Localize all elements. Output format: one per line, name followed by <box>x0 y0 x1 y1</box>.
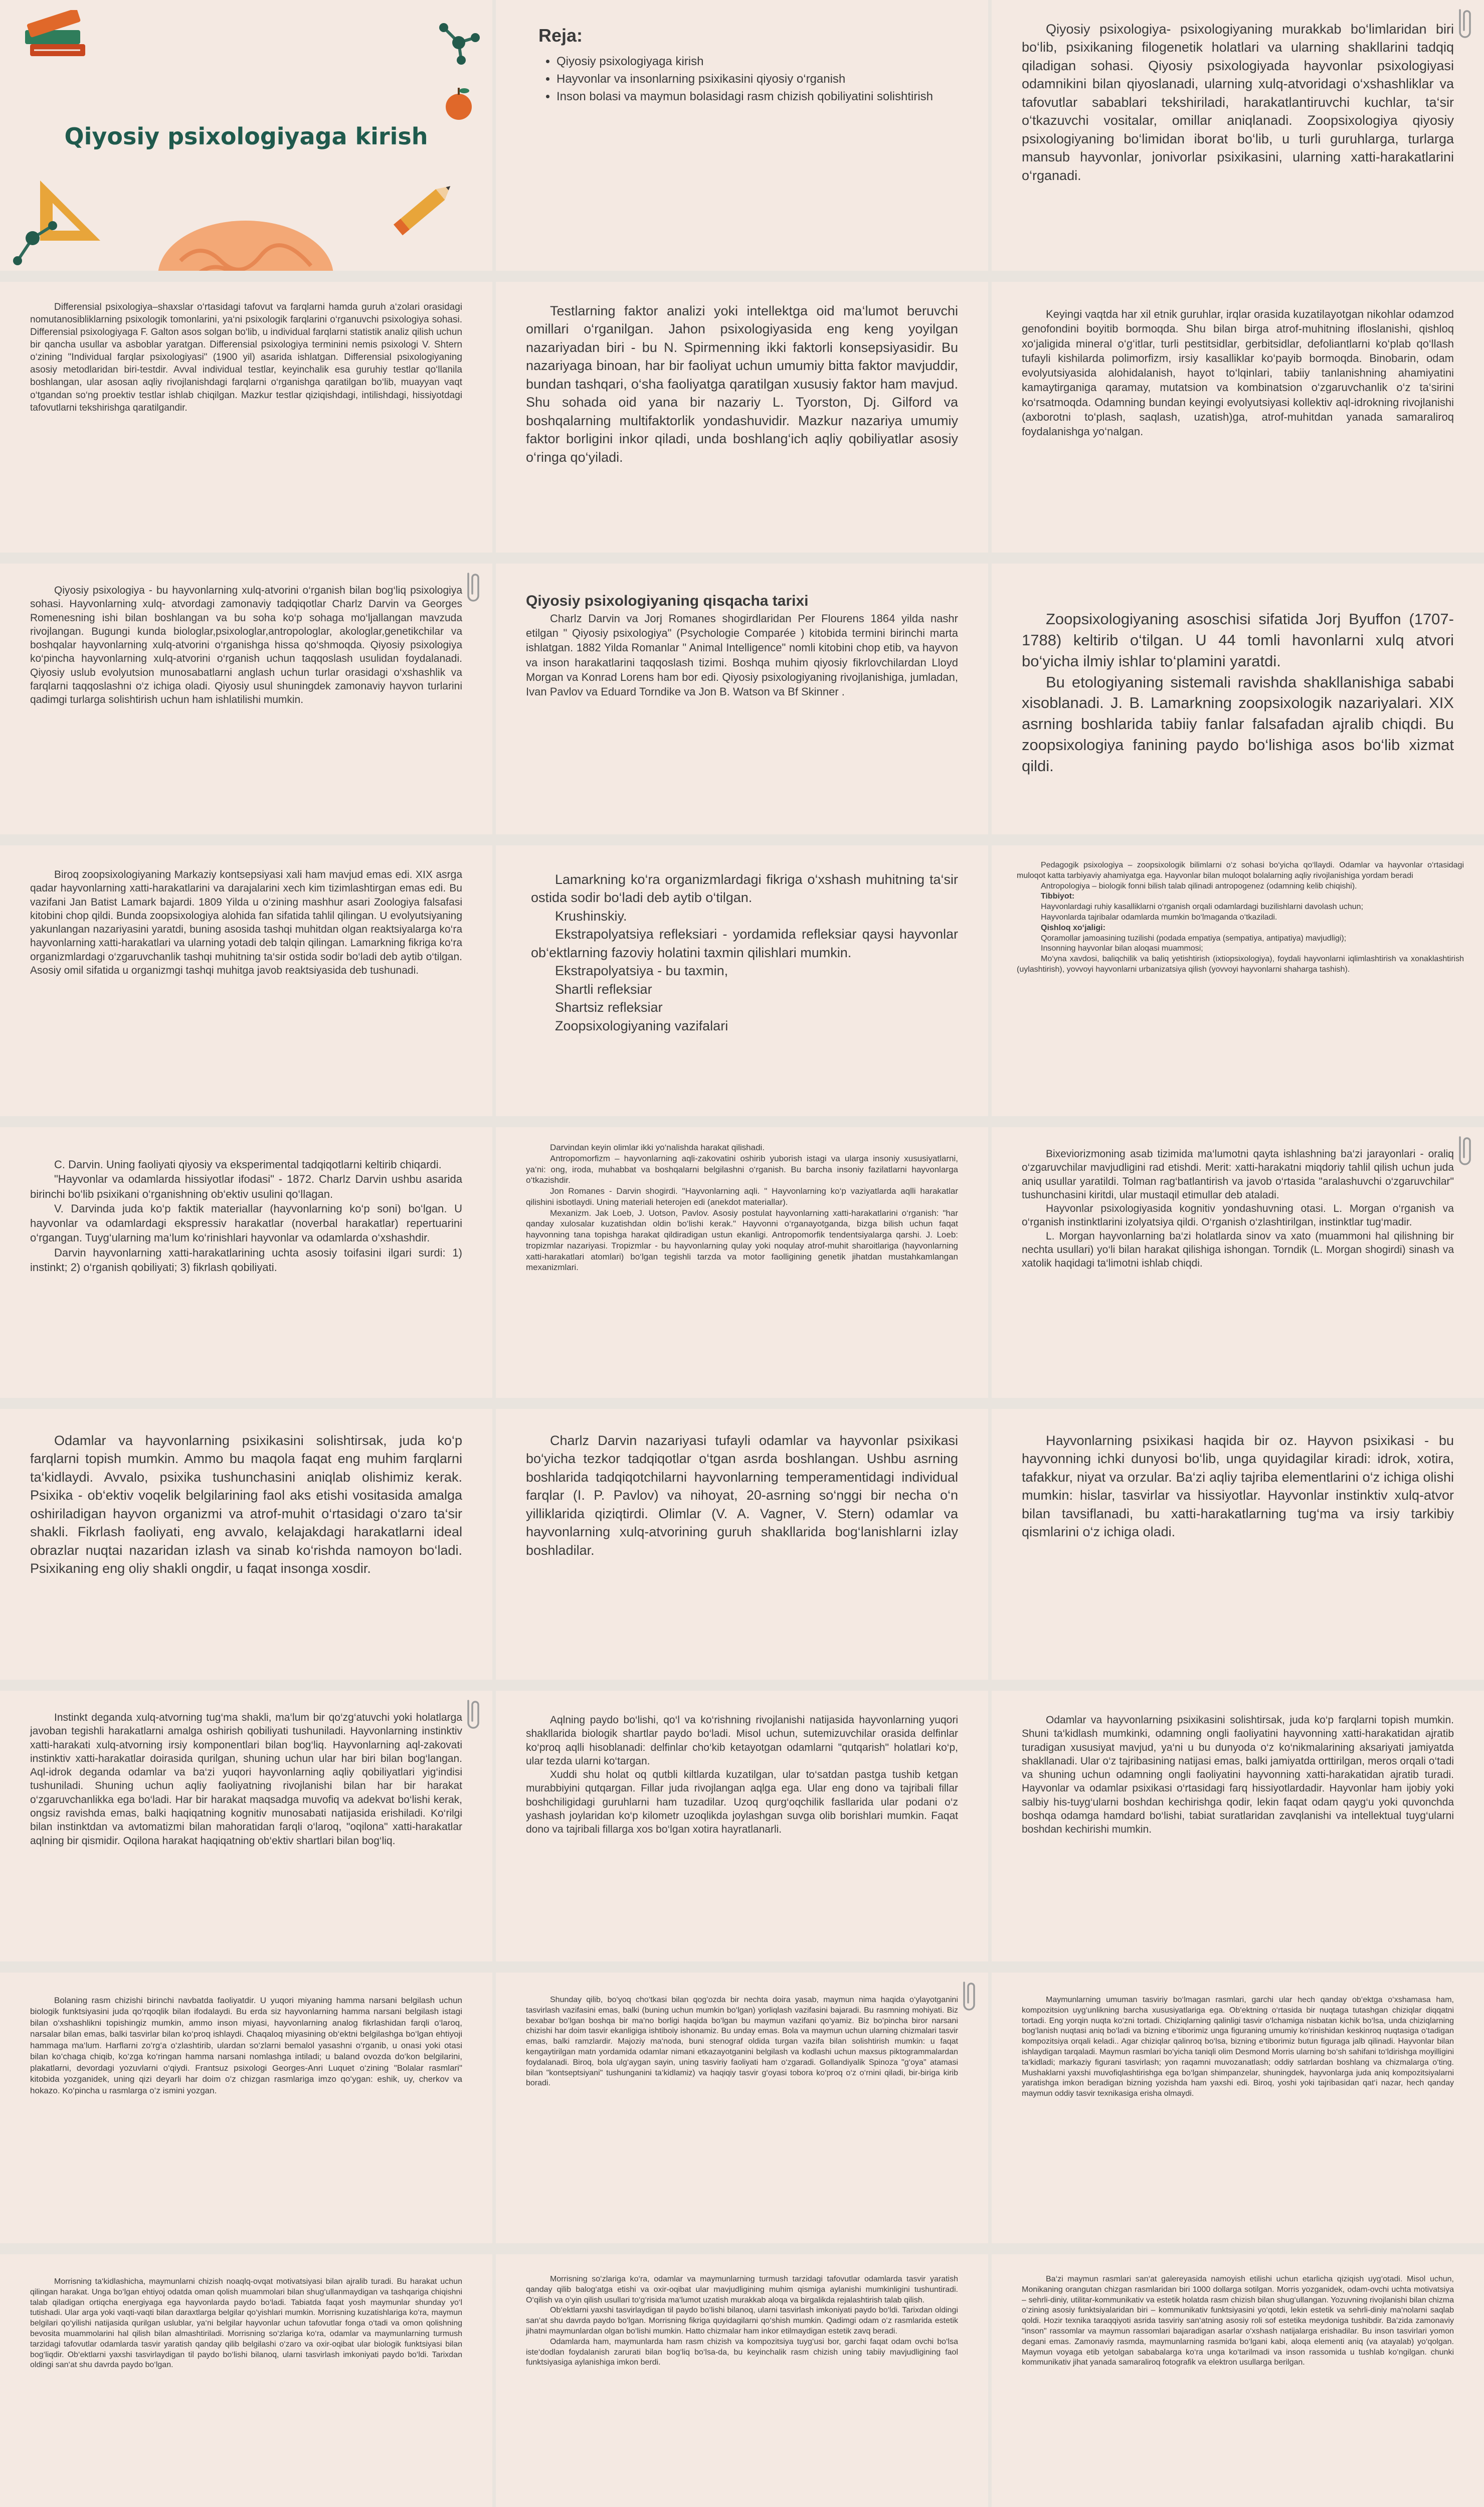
slide-text: V. Darvinda juda ko‘p faktik materiallar (hayvonlarning ko‘p soni) bo‘lgan. U hayvonlar va odamlardagi ekspressiv harakatlar (noverbal harakatlar) repertuarini o‘rgangan. Tuyg‘ularning ma‘lum ko‘rinishlari hayvonlar va odamlarda o‘xshashdir. <box>30 1202 462 1244</box>
slide-text: Instinkt deganda xulq-atvorning tug‘ma shakli, ma‘lum bir qo‘zg‘atuvchi yoki holatlarga javoban tegishli harakatlarni amalga oshirish qobiliyati tushuniladi. Hayvonlarning instinktiv xatti-harakati xulq-atvorning irsiy komponentlari bilan bog‘liq. Hayvonlarning aql-zakovati instinktiv xatti-harakatlar doirasida qurilgan, shuning uchun ular har biri bilan bog‘langan. Aql-idrok deganda odamlar va ba‘zi yuqori hayvonlarning aqliy qobiliyatlari yig‘indisi tushuniladi. Shuning uchun aqliy faoliyatning rivojlanishi bilan har bir harakat o‘zgaruvchanlikka ega bo‘ladi. Har bir harakat maqsadga muvofiq va adekvat bo‘lishi kerak, ongsiz ravishda emas, balki haqiqatning kognitiv munosabati natijasida erishiladi. Ko‘rilgi bilan instinktdan va avtomatizmi bilan mahoratidan farqli o‘laroq, "oqilona" xatti-harakatlar aqlning bir qismidir. Oqilona harakat haqiqatning ob‘ektiv shartlari bilan bog‘liq. <box>30 1712 462 1847</box>
molecule-icon <box>436 20 481 65</box>
text-slide <box>496 1409 988 1680</box>
text-slide <box>0 845 492 1116</box>
slide-text: Keyingi vaqtda har xil etnik guruhlar, irqlar orasida kuzatilayotgan nikohlar odamzod genofondini boyitib bormoqda. Shu bilan birga atrof-muhitning ifloslanishi, qishloq xo‘jaligida mineral o‘g‘itlar, turli pestitsidlar, gerbitsidlar, defoliantlarni ko‘plab qo‘llash tufayli kishilarda polimorfizm, irsiy kasalliklar ko‘payib bormoqda. Binobarin, odam evolyutsiyasida alohidalanish, hayot to‘lqinlari, tabiiy tanlanishning ahamiyatini kamaytirganiga qaramay, mutatsion va kombinatsion o‘zgaruvchanlik o‘z ta‘sirini ko‘rsatmoqda. Odamning bundan keyingi evolyutsiyasi kollektiv aql-idrokning rivojlanishi (axborotni to‘plash, saqlash, uzatish)ga, atrof-muhitdan yanada samaraliroq foydalanishga yo‘nalgan. <box>1022 308 1454 438</box>
text-slide <box>496 282 988 553</box>
slide-text: Tibbiyot: <box>1041 892 1075 901</box>
slide-text: C. Darvin. Uning faoliyati qiyosiy va eksperimental tadqiqotlarni keltirib chiqardi. <box>54 1158 442 1171</box>
slide-text: Pedagogik psixologiya – zoopsixologik bilimlarni o‘z sohasi bo‘yicha qo‘llaydi. Odamlar va hayvonlar o‘rtasidagi muloqot katta tarbiyaviy ahamiyatga ega. Hayvonlar bilan muloqot bolalarning aqliy rivojlanishiga yordam beradi <box>1017 861 1464 880</box>
text-slide <box>496 2254 988 2507</box>
apple-icon <box>441 83 476 123</box>
text-slide <box>496 1691 988 1961</box>
slide-text: "Hayvonlar va odamlarda hissiyotlar ifodasi" - 1872. Charlz Darvin ushbu asarida birinchi bo‘lib psixikani o‘rganishning ob‘ektiv usulini qo‘llagan. <box>30 1173 462 1200</box>
books-icon <box>20 10 95 75</box>
text-slide <box>992 1691 1484 1961</box>
slide-text: Qiyosiy psixologiya - bu hayvonlarning xulq-atvorini o‘rganish bilan bog‘liq psixologiya sohasi. Hayvonlarning xulq- atvordagi zamonaviy tadqiqotlar Charlz Darvin va Georges Romenesning ishi bilan boshlangan va bu soha ko‘p sohaga mo‘ljallangan mavzuda rivojlangan. Bugungi kunda biologlar,psixologlar,antropologlar, akologlar,genetikchilar va boshqalar hayvonlarning xulq-atvorini o‘rganishga hissa qo‘shmoqda. Qiyosiy psixologiya ko‘pincha hayvonlarning xulq-atvorini o‘rganish uchun taqqoslash usulidan foydalanadi. Qiyosiy uslub evolyutsion munosabatlarni anglash uchun turlar orasidagi o‘xshashlik va farqlarni taqqoslashni o‘z ichiga oladi. Qiyosiy usul shuningdek zamonaviy hayvon turlarini qadimgi turlarga solishtirish uchun ham ishlatilishi mumkin. <box>30 585 462 706</box>
page-title: Qiyosiy psixologiyaga kirish <box>64 123 428 150</box>
list-item: • Hayvonlar va insonlarning psixikasini qiyosiy o‘rganish <box>556 71 958 88</box>
list-item: Shartsiz refleksiar <box>555 1000 663 1015</box>
text-slide <box>0 1973 492 2243</box>
list-item: Shartli refleksiar <box>555 981 652 997</box>
slide-text: Mexanizm. Jak Loeb, J. Uotson, Pavlov. Asosiy postulat hayvonlarning xatti-harakatlarini o‘rganish: "har qanday xulosalar kuzatishdan oldin bo‘lishi kerak." Hayvonni o‘rganayotganda, bizga bilish uchun faqat hayvonning tana topishga harakat qildiradigan ustun ekanligi. Antropomorfik tendentsiyalarga qarshi. J. Loeb: tropizmlar nazariyasi. Tropizmlar - bu hayvonlarning qulay yoki noqulay atrof-muhit sharoitlariga (hayvonlarning xatti-harakatlari atomlari) bo‘lgan tegishli tarzda va motor faolligining genetik jihatdan mustahkamlangan mexanizmlari. <box>526 1208 958 1273</box>
text-slide <box>992 2254 1484 2507</box>
text-slide <box>496 564 988 834</box>
slide-text: Jon Romanes - Darvin shogirdi. "Hayvonlarning aqli. " Hayvonlarning ko‘p vaziyatlarda aqlli harakatlar qilishini isbotlaydi. Uning materiali heterojen edi (anekdot materiallar). <box>526 1186 958 1207</box>
title-slide <box>0 0 492 271</box>
slide-text: Ob‘ektlarni yaxshi tasvirlaydigan til paydo bo‘lishi bilanoq, ularni tasvirlash imkoniyati paydo bo‘ldi. Tarixdan oldingi san‘at shu davrda paydo bo‘lgan. Morrisning fikriga quyidagilarni qo‘shish mumkin. Qadimgi odam o‘z rasmlarida estetik jihatni maymunlardan olgan bo‘lishi mumkin. Hatto chizmalar ham inkor etilmaydigan estetik zavq beradi. <box>526 2306 958 2336</box>
plan-heading: Reja: <box>538 25 583 46</box>
slide-text: Insonning hayvonlar bilan aloqasi muammosi; <box>1041 944 1203 953</box>
molecule-icon <box>10 216 60 271</box>
slide-text: L. Morgan hayvonlarning ba‘zi holatlarda sinov va xato (muammoni hal qilishning bir nechta usullari) yo‘li bilan harakat qilishiga ishongan. Torndik (L. Morgan shogirdi) sinash va xatolik haqidagi ta‘limotni ishlab chiqdi. <box>1022 1230 1454 1270</box>
slide-text: Aqlning paydo bo‘lishi, qo‘l va ko‘rishning rivojlanishi natijasida hayvonlarning yuqori shakllarida biologik shartlar paydo bo‘ladi. Misol uchun, sutemizuvchilar orasida delfinlar ko‘proq aqlli hisoblanadi: delfinlar cho‘kib ketayotgan odamlarni "qutqarish" holatlari ko‘p, ular tezda ularni ko‘targan. <box>526 1714 958 1767</box>
slide-text: Differensial psixologiya–shaxslar o‘rtasidagi tafovut va farqlarni hamda guruh a‘zolari orasidagi nomutanosibliklarning psixologik tomonlarini, ya‘ni psixologik farqlarini o‘rganuvchi psixologiya sohasi. Differensial psixologiyaga F. Galton asos solgan bo‘lib, u individual farqlarni statistik analiz qilish uchun bir qancha usullar va asboblar yaratgan. Differensial psixologiya terminini nemis psixologi V. Shtern o‘zining "Individual farqlar psixologiyasi" (1900 yil) asarida ishlatgan. Differensial psixologiyaning asosiy metodlaridan biri-testdir. Avval individual testlar, keyinchalik esa guruhiy testlar qo‘llanila boshlangan, ular asosan aqliy rivojlanishdagi farqlarni o‘rganishga qaratilgan bo‘lib, muayyan vaqt o‘tgandan so‘ng proektiv testlar ishlab chiqilgan. Mazkur testlar qiziqishdagi, intilishdagi, hissiyotdagi tafovutlarni tekshirishga qaratilgandir. <box>30 302 462 413</box>
plan-slide <box>496 0 988 271</box>
slide-text: Qoramollar jamoasining tuzilishi (podada empatiya (sempatiya, antipatiya) mavjudligi); <box>1041 934 1347 943</box>
text-slide <box>0 1409 492 1680</box>
paperclip-icon <box>461 571 483 603</box>
slide-text: Darvindan keyin olimlar ikki yo‘nalishda harakat qilishadi. <box>550 1143 765 1152</box>
slide-text: Antropomorfizm – hayvonlarning aqli-zakovatini oshirib yuborish istagi va ularga insoniy xususiyatlarni, ya‘ni: ong, iroda, muhabbat va boshqalarni belgilashni o‘rganish. Bu barcha insoniy fazilatlarni hayvonlarga o‘tkazishdir. <box>526 1153 958 1185</box>
text-slide <box>992 564 1484 834</box>
slide-text: Ba‘zi maymun rasmlari san‘at galereyasida namoyish etilishi uchun etarlicha qiziqish uyg‘otadi. Misol uchun, Monikaning orangutan chizgan rasmlaridan biri 1000 dollarga sotilgan. Morris yozganidek, odam-ovchi uchta motivatsiya – sehrli-diniy, utilitar-kommunikativ va estetik holatda rasm chizish bilan shug‘ullangan. Yozuvning rivojlanishi bilan chizma o‘zining asosiy funktsiyalaridan biri – kommunikativ funktsiyasini yo‘qotdi, lekin estetik va sehrli-diniy ma‘nolarni saqlab qoldi. Hozir texnika taraqqiyoti asrida tasviriy san‘atning asosiy roli sof estetika meydoniga tushibdir. Ba‘zida zamonaviy "inson" rassomlar va maymun rassomlari bajaradigan asarlar o‘xshash natijalarga erishadilar. Bu inson tasvirlari yomon degani emas. Zamonaviy rasmda, maymunlarning rasmida bo‘lgani kabi, aloqa elementi aniq (va atayalab) yo‘qolgan. Maymun voyaga etib yetolgan sababalarga ko‘ra unga ko‘tarilmadi va inson rassomida u tushlab ko‘ngilgan. chunki kommunikativ jihat yanada samaraliroq fotografik va elektron usullarga berilgan. <box>1022 2275 1454 2367</box>
slide-text: Qishloq xo‘jaligi: <box>1041 923 1105 932</box>
text-slide <box>992 0 1484 271</box>
slide-text: Mo‘yna xavdosi, baliqchilik va baliq yetishtirish (ixtiopsixologiya), foydali hayvonlarni iqlimlashtirish va xonaklashtirish (uylashtirish), yovvoyi hayvonlarni urbanizatsiya qilish (yovvoyi hayvonlarni shaharga tashish). <box>1017 955 1464 974</box>
paperclip-icon <box>1453 7 1475 39</box>
text-slide <box>0 1691 492 1961</box>
section-heading: Qiyosiy psixologiyaning qisqacha tarixi <box>526 593 809 609</box>
slide-text: Odamlarda ham, maymunlarda ham rasm chizish va kompozitsiya tuyg‘usi bor, garchi faqat odam ovchi bo‘lsa iste‘dodlan foydalanish zarurati bilan bog‘liq bo‘lsa-da, bu keyinchalik rasm chizish uning tabiiy mavjudligining faol funktsiyasiga aylanishiga imkon berdi. <box>526 2337 958 2367</box>
plan-list <box>538 53 958 105</box>
list-item: • Qiyosiy psixologiyaga kirish <box>556 53 958 71</box>
text-slide <box>992 1409 1484 1680</box>
slide-text: Biroq zoopsixologiyaning Markaziy kontsepsiyasi xali ham mavjud emas edi. XIX asrga qadar hayvonlarning xatti-harakatlarini va darajalarini xech kim tizimlashtirgan emas edi. Bu vazifani Jan Batist Lamark bajardi. 1809 Yilda u o‘zining mashhur asari Zoologiya falsafasi kitobini chop qildi. Bunda zoopsixologiya alohida fan sifatida tahlil qilingan. U evolyutsiyaning yakunlangan nazariyasini yaratdi, buning asosida tashqi muhitdan olgan reaktsiyalarga ko‘ra hayvonlarning xatti-harakatlari va ularning yotadi deb talqin qilingan. Lamarkning fikriga ko‘ra organizmlardagi o‘zgaruvchanlik tashqi muhitning ta‘sir ostida sodir bo‘ladi deb aytib o‘tilgan. Asosiy omil sifatida u organizmgi tashqi muhitga javob reaktsiyasida deb tushunadi. <box>30 869 462 977</box>
slide-text: Krushinskiy. <box>555 908 627 924</box>
brain-icon <box>150 201 341 271</box>
paperclip-icon <box>461 1698 483 1730</box>
slide-text: Bixeviorizmoning asab tizimida ma‘lumotni qayta ishlashning ba‘zi jarayonlari - oraliq o‘zgaruvchilar mavjudligini rad etishdi. Merit: xatti-harakatni miqdoriy tahlil qilish uchun juda aniq usullar yaratildi. Tolman rag‘batlantirish va javob o‘rtasida "aralashuvchi o‘zgaruvchilar" tushunchasini kiritdi, ular mustaqil etimullar deb ataladi. <box>1022 1148 1454 1201</box>
text-slide <box>992 282 1484 553</box>
slide-text: Charlz Darvin nazariyasi tufayli odamlar va hayvonlar psixikasi bo‘yicha tezkor tadqiqotlar o‘tgan asrda boshlangan. Ushbu asrning boshlarida tadqiqotchilarni hayvonlarning temperamentidagi individual farqlar (I. P. Pavlov) va nihoyat, 20-asrning so‘nggi bir necha o‘n yilliklarida qiziqtirdi. Olimlar (V. A. Vagner, V. Stern) odamlar va hayvonlarning xulq-atvorining guruh shakllarida bog‘lanishlarni izlay boshladilar. <box>526 1433 958 1558</box>
slide-text: Morrisning so‘zlariga ko‘ra, odamlar va maymunlarning turmush tarzidagi tafovutlar odamlarda tasvir yaratish qanday qilib balog‘atga etishi va oxir-oqibat ular mavjudligining muhim qismiga aylanishi mumkinligini tushuntiradi. O‘qilish va o‘yin qilish usullari to‘g‘risida ma‘lumot uzatish murakkab aloqa va birgalikda rejalashtirish talab qilish. <box>526 2275 958 2304</box>
slide-text: Hayvonlarning psixikasi haqida bir oz. Hayvon psixikasi - bu hayvonning ichki dunyosi bo‘lib, unga quyidagilar kiradi: idrok, xotira, tafakkur, niyat va orzular. Ba‘zi aqliy tajriba elementlarini o‘z ichiga olishi mumkin: hislar, tasvirlar va hissiyotlar. Hayvonlar instinktiv xulq-atvor bilan tavsiflanadi, bu xatti-harakatlarning tug‘ma va irsiy tarkibiy qismlarini o‘z ichiga oladi. <box>1022 1433 1454 1540</box>
slide-text: Antropologiya – biologik fonni bilish talab qilinadi antropogenez (odamning kelib chiqishi). <box>1041 881 1357 890</box>
list-item: Zoopsixologiyaning vazifalari <box>555 1018 728 1033</box>
text-slide <box>496 1973 988 2243</box>
text-slide <box>992 1127 1484 1398</box>
slide-text: Testlarning faktor analizi yoki intellektga oid ma‘lumot beruvchi omillari o‘rganilgan. Jahon psixologiyasida eng keng yoyilgan nazariyadan biri - bu N. Spirmenning ikki faktorli konsepsiyasidir. Bu nazariyaga binoan, har bir faoliyat uchun umumiy bitta faktor mavjuddir, bundan tashqari, o‘sha faoliyatga qaratilgan xususiy faktor ham mavjud. Shu sohada oid yana bir nazariy L. Tyorston, Dj. Gilford va boshqalarning multifaktorlik yondashuvidir. Mazkur nazariya umumiy faktor borligini inkor qiladi, unda boshlang‘ich aqliy qobiliyatlar asosiy o‘ringa qo‘yiladi. <box>526 303 958 465</box>
text-slide <box>0 2254 492 2507</box>
list-item: • Inson bolasi va maymun bolasidagi rasm chizish qobiliyatini solishtirish <box>556 88 958 106</box>
slide-text: Bu etologiyaning sistemali ravishda shakllanishiga sababi xisoblanadi. J. B. Lamarkning zoopsixologik nazariyalari. XIX asrning boshlarida tabiiy fanlar falsafadan ajralib chiqdi. Bu zoopsixologiya fanining paydo bo‘lishiga asos bo‘lib xizmat qildi. <box>1022 673 1454 775</box>
slide-text: Shunday qilib, bo‘yoq cho‘tkasi bilan qog‘ozda bir nechta doira yasab, maymun nima haqida o‘ylayotganini tasvirlash vazifasini emas, balki (buning uchun mumkin bo‘lgan) yorliqlash vazifasini bajaradi. Bu rasmning mohiyati. Biz bexabar bo‘lgan boshqa bir ma‘no borligi haqida bo‘lgan bu maymun vazifani qo‘yamiz. Biz bo‘pincha biror narsani chizishi har doim tasvir ekanligiga ishtiboiy ishonamiz. Bu unday emas. Bola va maymun uchun ularning chizmalari tasvir emas, balki ramzlardir. Majoziy ma‘noda, buni stenograf oldida turgan vazifa bilan solishtirish mumkin: u faqat kengaytirilgan matn yordamida odamlar nimani etkazayotganini belgilash va kodlashi uchun maxsus piktogrammalardan foydalanadi. Biroq, bola ulg‘aygan sayin, uning tasviriy faoliyati ham o‘zgaradi. Gollandiyalik Spinoza "g‘oya" atamasi bilan "kontseptsiyani" tushunganini ta‘kidlamiz) va haqiqiy tasvir g‘oyasi tobora ko‘proq o‘z o‘rnini qiladi, bir-biriga kirib boradi. <box>526 1996 958 2088</box>
slide-text: Hayvonlarda tajribalar odamlarda mumkin bo‘lmaganda o‘tkaziladi. <box>1041 913 1277 922</box>
text-slide <box>496 1127 988 1398</box>
text-slide <box>992 845 1484 1116</box>
slide-text: Hayvonlardagi ruhiy kasalliklarni o‘rganish orqali odamlardagi buzilishlarni davolash uchun; <box>1041 903 1364 912</box>
pencil-icon <box>381 170 461 251</box>
text-slide <box>0 564 492 834</box>
slide-text: Xuddi shu holat oq qutbli kiltlarda kuzatilgan, ular to‘satdan pastga tushib ketgan murabbiyini qutqargan. Fillar juda rivojlangan aqlga ega. Ular eng dono va tajribali fillar boshchiligidagi guruhlarni ham tuzadilar. Uzoq qurg‘oqchilik fasllarida ular podani o‘z yashash joylaridan ko‘p kilometr uzoqlikda joylashgan suvga olib borishlari mumkin. Faqat dono va tajribali fillarga xos bo‘lgan xotira hayratlanarli. <box>526 1769 958 1836</box>
text-slide <box>992 1973 1484 2243</box>
slide-text: Charlz Darvin va Jorj Romanes shogirdlaridan Per Flourens 1864 yilda nashr etilgan " Qiyosiy psixologiya" (Psychologie Comparée ) kitobida termini birinchi marta ishlatgan. 1882 Yilda Romanlar " Animal Intelligence" nomli kitobini chop etib, va hayvon va inson harakatlarini taqqoslash tizimi. Boshqa muhim qiyosiy fikrlovchilardan Lloyd Morgan va Konrad Lorens ham bor edi. Qiyosiy psixologiyaning rivojlanishiga, jumladan, Ivan Pavlov va Eduard Torndike va Jon B. Watson va Bf Skinner . <box>526 612 958 698</box>
slide-text: Qiyosiy psixologiya- psixologiyaning murakkab bo‘limlaridan biri bo‘lib, psixikaning filogenetik holatlari va ularning shakllarini tadqiq qiladigan sohasi. Qiyosiy psixologiyada hayvonlar psixologiyasi odamnikini bilan qiyoslanadi, ularning xulq-atvoridagi o‘xshashliklar va tafovutlar sabablari tekshiriladi, harakatlantiruvchi kuchlar, ta‘sir o‘tkazuvchi vositalar, omillar aniqlanadi. Zoopsixologiya qiyosiy psixologiyaning bo‘limidan iborat bo‘lib, u turli guruhlarga, turlarga mansub hayvonlar, jonivorlar psixikasini, ularning xatti-harakatlarini o‘rganadi. <box>1022 22 1454 183</box>
slide-text: Ekstrapolyatsiya refleksiari - yordamida refleksiar qaysi hayvonlar ob‘ektlarning fazoviy holatini taxmin qilishlari mumkin. <box>531 927 958 960</box>
slide-text: Hayvonlar psixologiyasida kognitiv yondashuvning otasi. L. Morgan o‘rganish va o‘rganish instinktlarini izolyatsiya qildi. O‘rganish o‘zlashtirilgan, instinktlar tug‘madir. <box>1022 1203 1454 1228</box>
slide-text: Morrisning ta‘kidlashicha, maymunlarni chizish noaqlq-ovqat motivatsiyasi bilan ajralib turadi. Bu harakat uchun qilingan harakat. Unga bo‘lgan ehtiyoj odatda oman qolish muammolari bilan shug‘ullanmaydigan va tashqariga chiqishni talab qiladigan ortiqcha energiyaga ega hayvonlarda paydo bo‘ladi. Tabiatda faqat yosh maymunlar shunday yo‘l tutishadi. Ular arga yoki vaqti-vaqti bilan daraxtlarga belgilar qo‘yishlari mumkin. Morrisning kuzatishlariga ko‘ra, maymun belgilari qo‘yilishi natijasida qurilgan uslublar, ya‘ni belgilar hayvonlar uchun tafovutlar fonga o‘tadi va omon qolishning bevosita muammolarini hal qilish bilan almashtiriladi. Morrisning so‘zlariga ko‘ra, odamlar va maymunlarning turmush tarzidagi tafovutlar odamlarda tasvir yaratish qanday qilib belgilashi o‘zaro va oxir-oqibat ular biologik funktsiyasi bilan bog‘liqdir. Ob‘ektlarni yaxshi tasvirlaydigan til paydo bo‘lishi bilanoq, ularni tasvirlash imkoniyati paydo bo‘ldi. Tarixdan oldingi san‘at shu davrda paydo bo‘lgan. <box>30 2277 462 2370</box>
paperclip-icon <box>957 1980 979 2012</box>
slide-text: Lamarkning ko‘ra organizmlardagi fikriga o‘xshash muhitning ta‘sir ostida sodir bo‘ladi deb aytib o‘tilgan. <box>531 872 958 906</box>
slide-text: Darvin hayvonlarning xatti-harakatlarining uchta asosiy toifasini ilgari surdi: 1) instinkt; 2) o‘rganish qobiliyati; 3) fikrlash qobiliyati. <box>30 1246 462 1274</box>
slide-text: Bolaning rasm chizishi birinchi navbatda faoliyatdir. U yuqori miyaning hamma narsani belgilash uchun biologik funktsiyasini juda qo‘rqoqlik bilan ifodalaydi. Bu erda siz hayvonlarning hamma narsani belgilash istagi bilan o‘xshashlikni topishingiz mumkin, ammo inson miyasi, hayvonlarning analog fikrlashidan farqli o‘laroq, narsalar bilan emas, balki tasvirlar bilan ko‘proq ishlaydi. Chaqaloq miyasining ob‘ektni belgilashga bo‘lgan ehtiyoji hammaga ma‘lum. Harflarni zo‘rg‘a o‘zlashtirib, ulardan so‘zlarni bemalol yasashni o‘rganib, u onasi yoki otasi bilan ko‘chaga chiqib, ko‘zga ko‘ringan hamma narsani nomlashga intiladi; u baland ovozda do‘kon belgilarini, plakatlarni, devordagi yozuvlarni o‘qiydi. Frantsuz psixologi Georges-Anri Luquet o‘zining "Bolalar rasmlari" kitobida yozganidek, uning qizi deyarli har doim o‘z chizgan rasmlariga imzo qo‘ygan: eshik, uy, cherkov va hokazo. Ko‘pincha u rasmlarga o‘z ismini yozgan. <box>30 1996 462 2095</box>
text-slide <box>0 282 492 553</box>
slide-text: Odamlar va hayvonlarning psixikasini solishtirsak, juda ko‘p farqlarni topish mumkin. Shuni ta‘kidlash mumkinki, odamning ongli faoliyatini hayvonning xatti-harakatidan ajratib turadigan xususiyat mavjud, ya‘ni u bu dunyoda o‘z ko‘nikmalarining aksariyati jamiyatda shakllanadi. Ular o‘z tajribasining natijasi emas, balki jamiyatda orttirilgan, meros orqali o‘tadi va shuning uchun odamning ongli faoliyatini hayvonning xatti-harakatidan ajratib turadi. Hayvonlar va odamlar psixikasi o‘rtasidagi farq hissiyotlardadir. Hayvonlar ham ijobiy yoki salbiy his-tuyg‘ularni boshdan kechirishga qodir, lekin faqat odam qayg‘u yoki quvonchda boshqa odamga hamdard bo‘lishi, tabiat suratlaridan zavqlanishi va intellektual tuyg‘ularni boshdan kechirishi mumkin. <box>1022 1714 1454 1836</box>
slide-text: Zoopsixologiyaning asoschisi sifatida Jorj Byuffon (1707-1788) keltirib o‘tilgan. U 44 tomli havonlarni xulq atvori bo‘yicha ilmiy ishlar to‘plamini yaratdi. <box>1022 610 1454 670</box>
slide-text: Maymunlarning umuman tasviriy bo‘lmagan rasmlari, garchi ular hech qanday ob‘ektga o‘xshamasa ham, kompozitsion uyg‘unlikning barcha xususiyatlariga ega. Ob‘ektning o‘rtasida bir nuqtaga tutashgan chiziqlar diqqatni tortadi. Eng yorqin nuqta ko‘zni tortadi. Chiziqlarning qalinligi tasvir o‘lchamiga nisbatan kichik bo‘lsa, unda chiziqlarning bog‘lanish nuqtasi aniq bo‘ladi va bizning e‘tiborimiz unga figuraning umumiy ko‘rinishidan keskinroq nuqtasiga o‘tadigan kompozitsiya orqali keladi.. Agar chiziqlar qalinroq bo‘lsa, bizning e‘tiborimiz butun figuraga jalb qilinadi. Hayvonlar bilan ishlaydigan tarqaladi. Maymun rasmlari bo‘yicha taniqli olim Desmond Morris ularning bo‘sh sahifani to‘ldirishga moyilligini ta‘kidladi; markaziy figurani tasvirlash; yon raqamni muvozanatlash; oddiy satrlardan boshlang va chizmalarga o‘ting. Mushaklarni yaxshi muvofiqlashtirishga ega bo‘lgan shimpanzelar, shuningdek, hayvonlarga juda aniq kompozitsiyalarni yaratishga imkon beradigan bizning yozishda ham yaxshi edi. Biroq, yoshi yoki tajribasidan qat‘i nazar, hech qanday maymun oddiy tasvir texnikasiga erisha olmaydi. <box>1022 1996 1454 2098</box>
text-slide <box>0 1127 492 1398</box>
text-slide <box>496 845 988 1116</box>
paperclip-icon <box>1453 1134 1475 1166</box>
slide-text: Odamlar va hayvonlarning psixikasini solishtirsak, juda ko‘p farqlarni topish mumkin. Ammo bu maqola faqat eng muhim farqlarni ta‘kidlaydi. Avvalo, psixika tushunchasini aniqlab olishimiz kerak. Psixika - ob‘ektiv voqelik belgilarining faol aks etishi vositasida amalga oshiriladigan hayvon organizmi va atrof-muhit o‘rtasidagi o‘zaro ta‘sir shakli. Fikrlash faoliyati, eng avvalo, kelajakdagi harakatlarni ideal obrazlar nuqtai nazaridan izlash va sinab ko‘rishda namoyon bo‘ladi. Psixikaning eng oliy shakli ongdir, u faqat insonga xosdir. <box>30 1433 462 1576</box>
list-item: Ekstrapolyatsiya - bu taxmin, <box>555 963 728 979</box>
